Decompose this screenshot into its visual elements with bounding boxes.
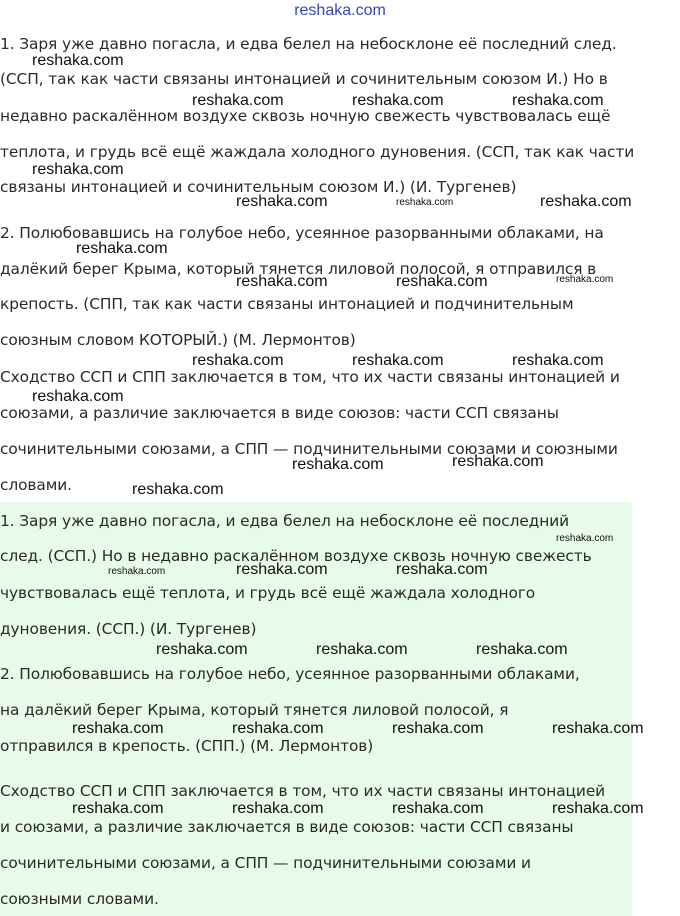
question-line: 2. Полюбовавшись на голубое небо, усеянное разорванными облаками, на: [0, 224, 604, 242]
watermark: reshaka.com: [512, 92, 604, 109]
watermark: reshaka.com: [352, 352, 444, 369]
watermark: reshaka.com: [352, 92, 444, 109]
answer-line: Сходство ССП и СПП заключается в том, что их части связаны интонацией: [0, 782, 606, 800]
watermark: reshaka.com: [192, 92, 284, 109]
watermark: reshaka.com: [292, 456, 384, 473]
watermark: reshaka.com: [236, 273, 328, 290]
answer-line: 2. Полюбовавшись на голубое небо, усеянное разорванными облаками,: [0, 665, 580, 683]
question-line: Сходство ССП и СПП заключается в том, что их части связаны интонацией и: [0, 368, 620, 386]
watermark: reshaka.com: [76, 240, 168, 257]
watermark: reshaka.com: [32, 388, 124, 405]
answer-line: сочинительными союзами, а СПП — подчинительными союзами и: [0, 854, 531, 872]
watermark: reshaka.com: [236, 561, 328, 578]
question-line: 1. Заря уже давно погасла, и едва белел на небосклоне её последний след.: [0, 35, 617, 53]
watermark: reshaka.com: [540, 193, 632, 210]
watermark: reshaka.com: [392, 800, 484, 817]
watermark: reshaka.com: [232, 720, 324, 737]
watermark: reshaka.com: [396, 197, 454, 208]
watermark: reshaka.com: [552, 720, 644, 737]
watermark: reshaka.com: [32, 52, 124, 69]
watermark: reshaka.com: [556, 274, 614, 285]
answer-line: 1. Заря уже давно погасла, и едва белел на небосклоне её последний: [0, 512, 569, 530]
answer-line: след. (ССП.) Но в недавно раскалённом воздухе сквозь ночную свежесть: [0, 547, 592, 565]
watermark: reshaka.com: [476, 641, 568, 658]
watermark: reshaka.com: [316, 641, 408, 658]
watermark: reshaka.com: [72, 720, 164, 737]
watermark: reshaka.com: [452, 453, 544, 470]
watermark: reshaka.com: [556, 533, 614, 544]
question-line: сочинительными союзами, а СПП — подчинительными союзами и союзными: [0, 440, 618, 458]
watermark: reshaka.com: [132, 481, 224, 498]
question-line: союзным словом КОТОРЫЙ.) (М. Лермонтов): [0, 331, 356, 349]
question-line: (ССП, так как части связаны интонацией и сочинительным союзом И.) Но в: [0, 70, 608, 88]
answer-line: отправился в крепость. (СПП.) (М. Лермонтов): [0, 737, 374, 755]
answer-line: чувствовалась ещё теплота, и грудь всё ещё жаждала холодного: [0, 584, 536, 602]
watermark: reshaka.com: [232, 800, 324, 817]
question-line: связаны интонацией и сочинительным союзом И.) (И. Тургенев): [0, 178, 517, 196]
answer-line: союзными словами.: [0, 890, 159, 908]
answer-line: на далёкий берег Крыма, который тянется лиловой полосой, я: [0, 701, 509, 719]
answer-line: и союзами, а различие заключается в виде союзов: части ССП связаны: [0, 818, 574, 836]
site-title[interactable]: reshaka.com: [294, 2, 386, 19]
question-line: недавно раскалённом воздухе сквозь ночную свежесть чувствовалась ещё: [0, 107, 611, 125]
watermark: reshaka.com: [72, 800, 164, 817]
watermark: reshaka.com: [156, 641, 248, 658]
question-line: словами.: [0, 476, 72, 494]
watermark: reshaka.com: [108, 566, 166, 577]
watermark: reshaka.com: [552, 800, 644, 817]
watermark: reshaka.com: [192, 352, 284, 369]
watermark: reshaka.com: [396, 273, 488, 290]
question-line: союзами, а различие заключается в виде союзов: части ССП связаны: [0, 404, 559, 422]
question-line: теплота, и грудь всё ещё жаждала холодного дуновения. (ССП, так как части: [0, 143, 635, 161]
watermark: reshaka.com: [32, 161, 124, 178]
watermark: reshaka.com: [396, 561, 488, 578]
question-line: крепость. (СПП, так как части связаны интонацией и подчинительным: [0, 295, 574, 313]
watermark: reshaka.com: [512, 352, 604, 369]
watermark: reshaka.com: [392, 720, 484, 737]
question-line: далёкий берег Крыма, который тянется лиловой полосой, я отправился в: [0, 260, 597, 278]
answer-line: дуновения. (ССП.) (И. Тургенев): [0, 620, 257, 638]
watermark: reshaka.com: [236, 193, 328, 210]
